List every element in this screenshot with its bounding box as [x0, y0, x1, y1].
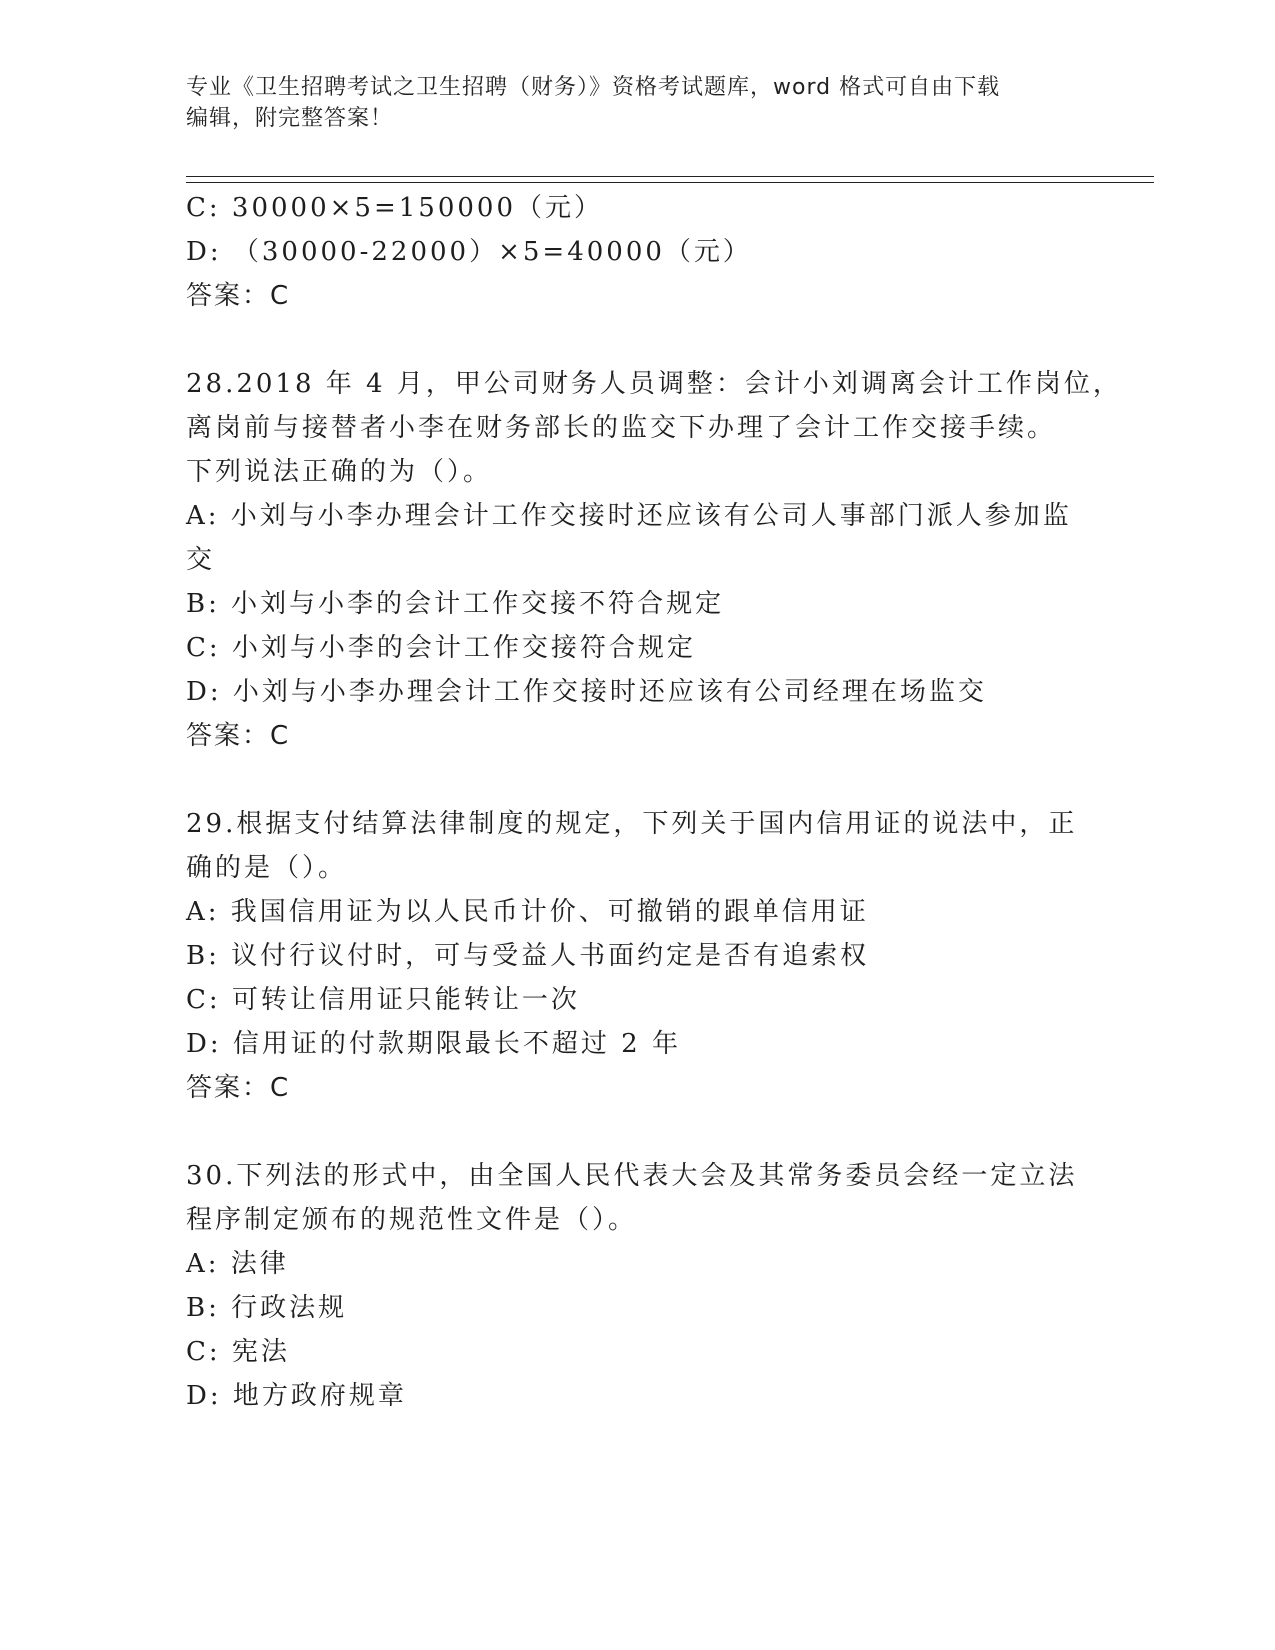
q29-stem-line-1: 29.根据支付结算法律制度的规定，下列关于国内信用证的说法中，正 [186, 809, 1078, 839]
q29-option-c: C: 可转让信用证只能转让一次 [186, 985, 580, 1015]
q30-option-c: C: 宪法 [186, 1337, 290, 1367]
q27-option-d: D: （30000-22000）×5=40000（元） [186, 237, 752, 267]
q30-option-a: A: 法律 [186, 1249, 289, 1279]
q30-stem-line-1: 30.下列法的形式中，由全国人民代表大会及其常务委员会经一定立法 [186, 1161, 1078, 1191]
q30-option-b: B: 行政法规 [186, 1293, 348, 1323]
q27-answer: 答案：C [186, 281, 291, 311]
q28-option-d: D: 小刘与小李办理会计工作交接时还应该有公司经理在场监交 [186, 677, 987, 707]
q29-option-a: A: 我国信用证为以人民币计价、可撤销的跟单信用证 [186, 897, 869, 927]
q28-option-c: C: 小刘与小李的会计工作交接符合规定 [186, 633, 696, 663]
q28-answer: 答案：C [186, 721, 291, 751]
q28-option-a-line-2: 交 [186, 545, 216, 575]
q29-option-d: D: 信用证的付款期限最长不超过 2 年 [186, 1029, 681, 1059]
header-rule-bottom [186, 182, 1154, 183]
header-line-2: 编辑，附完整答案！ [186, 106, 394, 131]
q29-answer: 答案：C [186, 1073, 291, 1103]
header-rule-top [186, 176, 1154, 177]
q29-option-b: B: 议付行议付时，可与受益人书面约定是否有追索权 [186, 941, 870, 971]
q28-option-b: B: 小刘与小李的会计工作交接不符合规定 [186, 589, 725, 619]
q30-stem-line-2: 程序制定颁布的规范性文件是（）。 [186, 1205, 638, 1235]
q30-option-d: D: 地方政府规章 [186, 1381, 407, 1411]
q28-stem-line-3: 下列说法正确的为（）。 [186, 457, 493, 487]
header-line-1: 专业《卫生招聘考试之卫生招聘（财务）》资格考试题库，word 格式可自由下载 [186, 75, 1001, 100]
document-header [186, 72, 1086, 134]
q27-option-c: C: 30000×5=150000（元） [186, 193, 603, 223]
q28-option-a-line-1: A: 小刘与小李办理会计工作交接时还应该有公司人事部门派人参加监 [186, 501, 1072, 531]
q28-stem-line-2: 离岗前与接替者小李在财务部长的监交下办理了会计工作交接手续。 [186, 413, 1057, 443]
q28-stem-line-1: 28.2018 年 4 月，甲公司财务人员调整：会计小刘调离会计工作岗位， [186, 369, 1122, 399]
q29-stem-line-2: 确的是（）。 [186, 853, 348, 883]
